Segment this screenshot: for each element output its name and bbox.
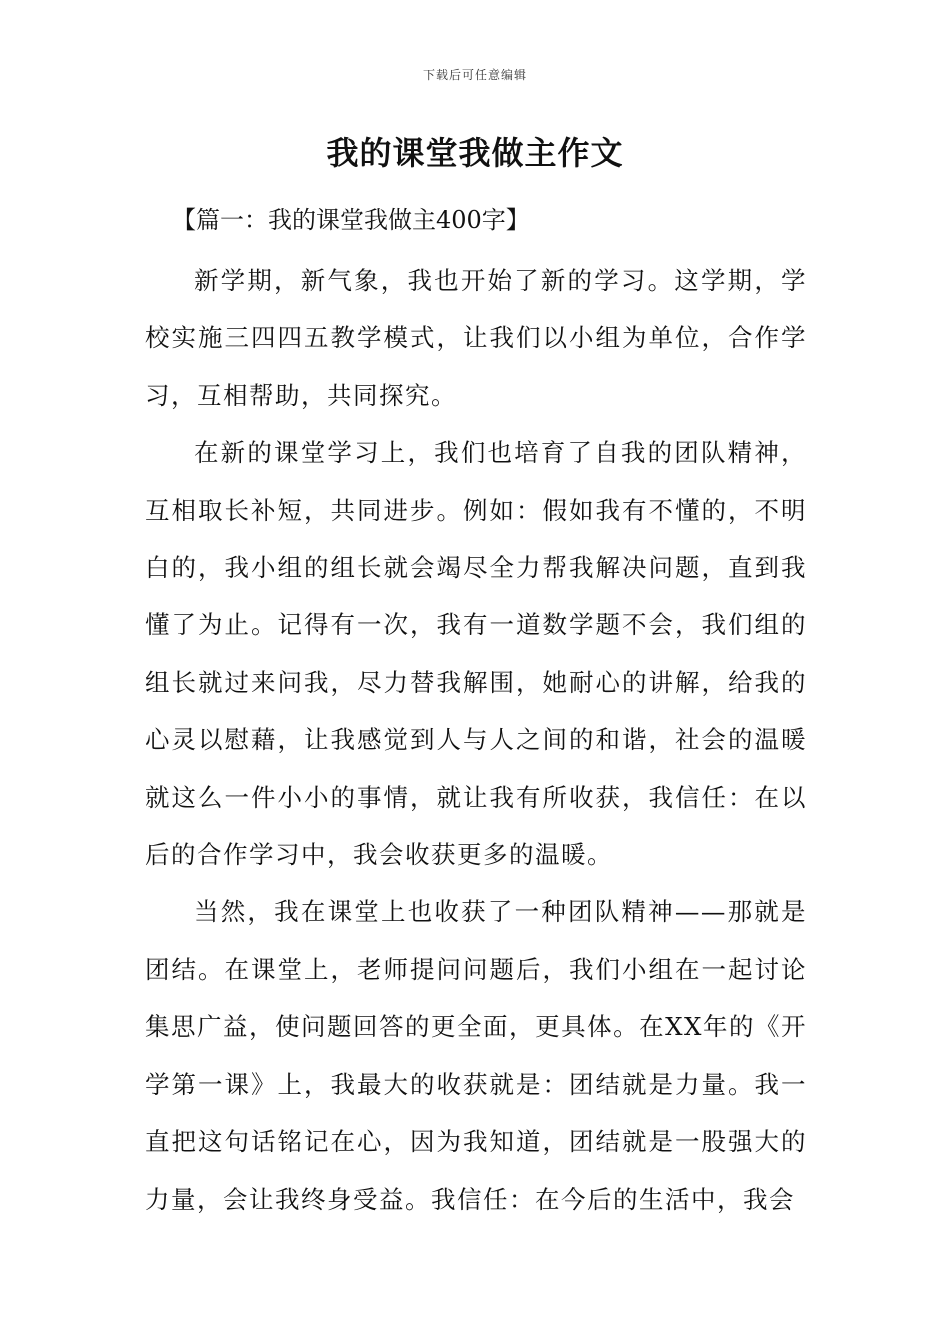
- header-note: 下载后可任意编辑: [422, 68, 527, 82]
- section-heading: 【篇一：我的课堂我做主400字】: [172, 206, 530, 234]
- paragraph-1: 新学期，新气象，我也开始了新的学习。这学期，学校实施三四四五教学模式，让我们以小组为单位，合作学习，互相帮助，共同探究。: [145, 266, 807, 410]
- paragraph-3: 当然，我在课堂上也收获了一种团队精神——那就是团结。在课堂上，老师提问问题后，我们小组在一起讨论集思广益，使问题回答的更全面，更具体。在XX年的《开学第一课》上，我最大的收获就是：团结就是力量。我一直把这句话铭记在心，因为我知道，团结就是一股强大的力量，会让我终身受益。我信任：在今后的生活中，我会: [145, 897, 807, 1214]
- document-title: 我的课堂我做主作文: [326, 134, 624, 172]
- paragraph-2: 在新的课堂学习上，我们也培育了自我的团队精神，互相取长补短，共同进步。例如：假如我有不懂的，不明白的，我小组的组长就会竭尽全力帮我解决问题，直到我懂了为止。记得有一次，我有一道数学题不会，我们组的组长就过来问我，尽力替我解围，她耐心的讲解，给我的心灵以慰藉，让我感觉到人与人之间的和谐，社会的温暖就这么一件小小的事情，就让我有所收获，我信任：在以后的合作学习中，我会收获更多的温暖。: [145, 438, 807, 870]
- body-text: [145, 252, 807, 1252]
